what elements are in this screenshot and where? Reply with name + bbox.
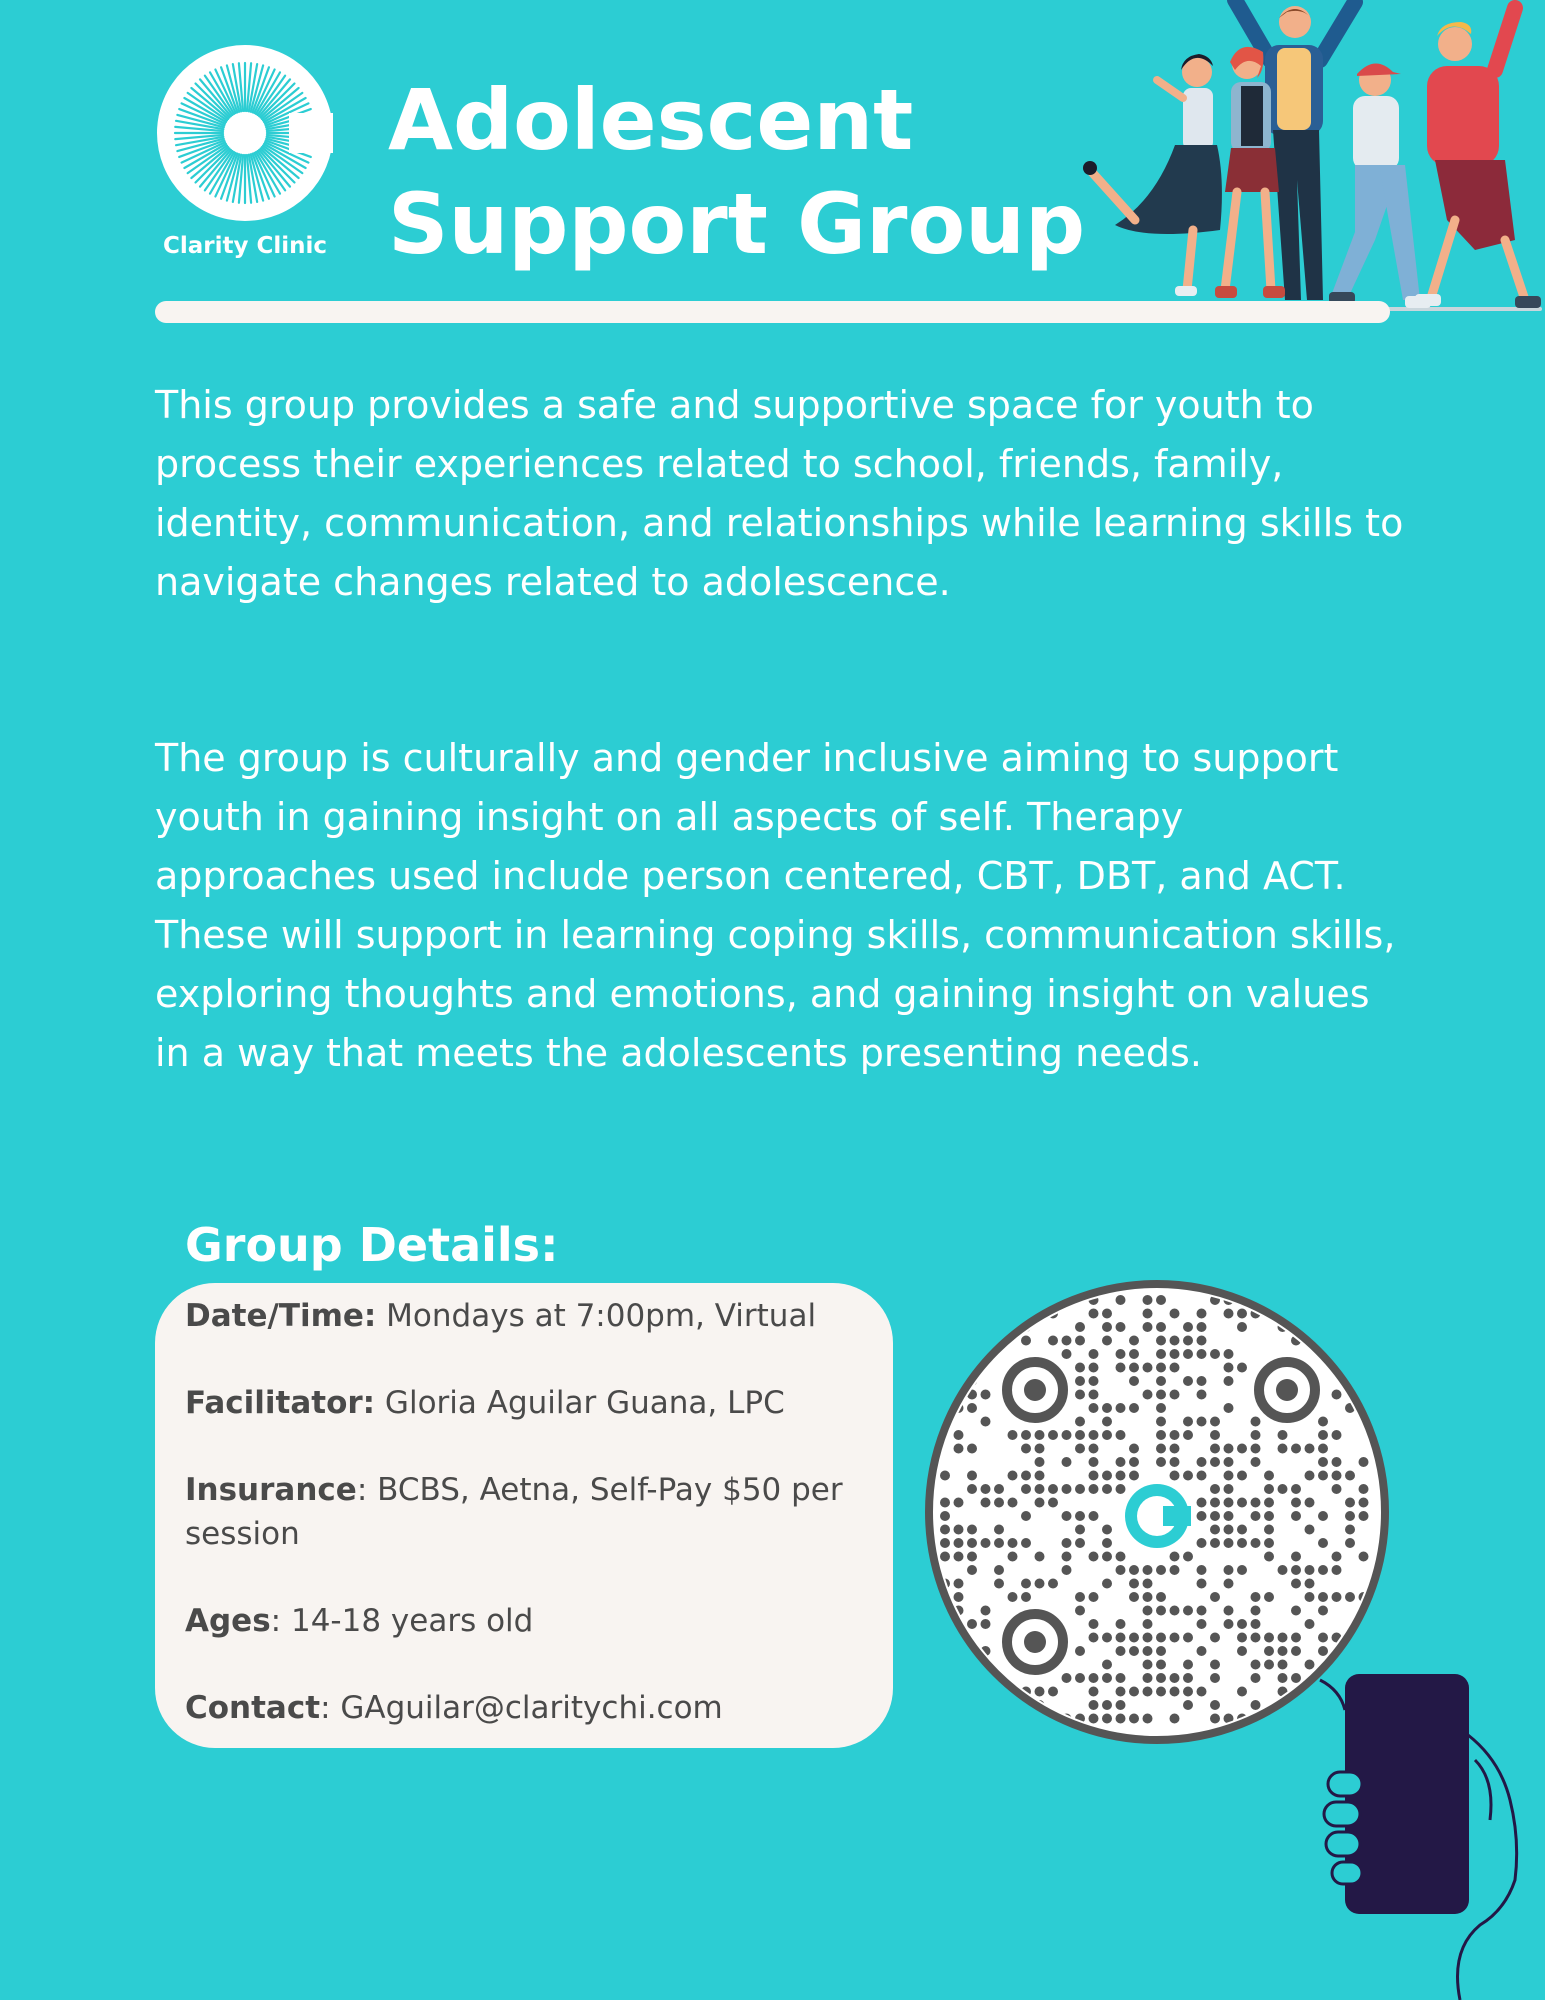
title-line-1: Adolescent [388,71,914,169]
detail-label: Ages [185,1603,271,1639]
title-line-2: Support Group [388,175,1086,273]
detail-row-date-time [185,1294,893,1338]
detail-value: Gloria Aguilar Guana, LPC [375,1385,785,1421]
detail-row-insurance [185,1468,893,1556]
group-details-heading: Group Details: [185,1218,559,1272]
header-divider [155,301,1390,323]
detail-value: : BCBS, Aetna, Self-Pay $50 per session [185,1472,843,1552]
detail-row-ages [185,1599,893,1643]
group-of-cheering-teens-illustration [1075,0,1545,315]
detail-value: : GAguilar@claritychi.com [320,1690,723,1726]
detail-value: Mondays at 7:00pm, Virtual [376,1298,817,1334]
detail-label: Insurance [185,1472,357,1508]
detail-label: Facilitator: [185,1385,376,1421]
detail-row-facilitator [185,1381,893,1425]
approach-paragraph: The group is culturally and gender inclusive aiming to support youth in gaining insight on all aspects of self. Therapy approaches used include person centered, CBT, DBT, and ACT. These will support in learning coping skills, communication skills, exploring thoughts and emotions, and gaining insight on values in a way that meets the adolescents presenting needs. [155,736,1396,1075]
page-title [388,68,1085,276]
group-details-card [155,1283,893,1748]
detail-label: Contact [185,1690,321,1726]
clarity-clinic-logo [155,45,335,259]
clarity-sunburst-logo-icon [157,45,333,221]
logo-name: Clarity Clinic [162,233,328,259]
detail-row-contact [185,1686,893,1730]
detail-label: Date/Time: [185,1298,377,1334]
detail-value: : 14-18 years old [270,1603,534,1639]
intro-paragraph: This group provides a safe and supportive space for youth to process their experiences related to school, friends, family, identity, communication, and relationships while learning skills to navigate changes related to adolescence. [155,383,1404,604]
hand-holding-phone-icon [1300,1670,1545,2000]
